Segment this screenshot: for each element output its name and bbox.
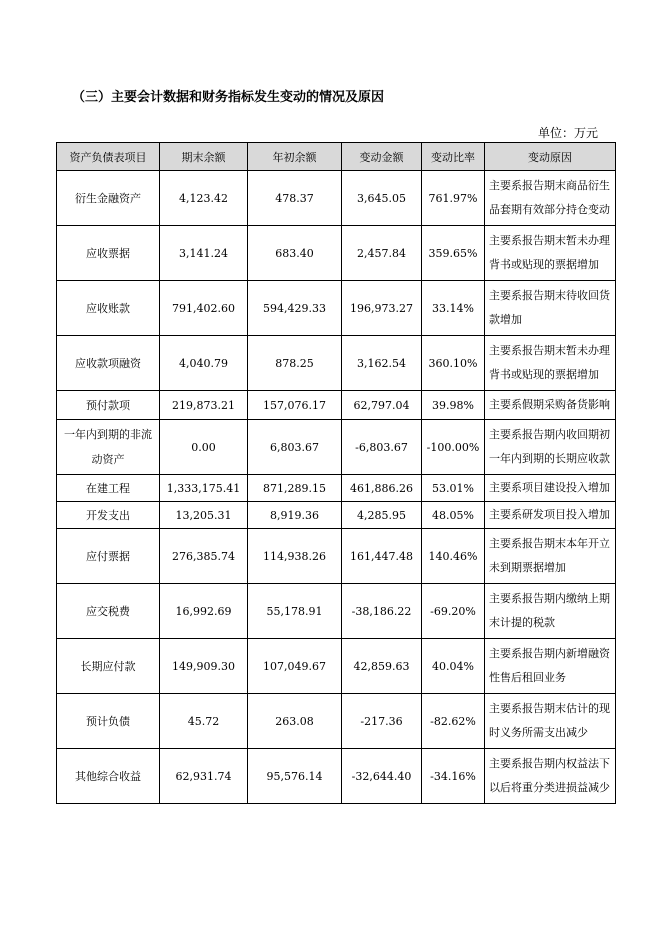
row-change-amount: 3,162.54 [342,336,422,391]
row-change-amount: -217.36 [342,694,422,749]
row-change-amount: -6,803.67 [342,420,422,475]
row-change-reason: 主要系研发项目投入增加 [485,502,616,529]
row-item: 长期应付款 [57,639,160,694]
row-begin-balance: 263.08 [248,694,342,749]
row-change-reason: 主要系报告期内收回期初一年内到期的长期应收款 [485,420,616,475]
row-change-ratio: 33.14% [422,281,485,336]
row-begin-balance: 107,049.67 [248,639,342,694]
row-begin-balance: 114,938.26 [248,529,342,584]
row-begin-balance: 6,803.67 [248,420,342,475]
row-change-ratio: -82.62% [422,694,485,749]
row-change-reason: 主要系报告期末暂未办理背书或贴现的票据增加 [485,226,616,281]
row-change-ratio: 39.98% [422,391,485,420]
table-row [57,529,616,584]
row-item: 应交税费 [57,584,160,639]
row-change-amount: 161,447.48 [342,529,422,584]
row-begin-balance: 478.37 [248,171,342,226]
row-item: 在建工程 [57,475,160,502]
row-change-reason: 主要系报告期内权益法下以后将重分类进损益减少 [485,749,616,804]
row-end-balance: 13,205.31 [160,502,248,529]
row-change-ratio: 40.04% [422,639,485,694]
table-row [57,391,616,420]
table-row [57,281,616,336]
row-change-amount: 196,973.27 [342,281,422,336]
table-row [57,475,616,502]
row-end-balance: 62,931.74 [160,749,248,804]
row-end-balance: 0.00 [160,420,248,475]
row-change-ratio: 360.10% [422,336,485,391]
table-row [57,420,616,475]
row-change-amount: -32,644.40 [342,749,422,804]
table-row [57,336,616,391]
row-begin-balance: 683.40 [248,226,342,281]
row-item: 一年内到期的非流动资产 [57,420,160,475]
section-title: （三）主要会计数据和财务指标发生变动的情况及原因 [72,90,385,105]
header-begin-balance: 年初余额 [248,143,342,171]
table-row [57,584,616,639]
row-change-amount: -38,186.22 [342,584,422,639]
row-item: 应收款项融资 [57,336,160,391]
header-change-ratio: 变动比率 [422,143,485,171]
row-item: 预付款项 [57,391,160,420]
row-change-reason: 主要系报告期内缴纳上期末计提的税款 [485,584,616,639]
row-change-amount: 2,457.84 [342,226,422,281]
row-end-balance: 791,402.60 [160,281,248,336]
row-change-reason: 主要系报告期末待收回货款增加 [485,281,616,336]
header-item: 资产负债表项目 [57,143,160,171]
row-item: 应收票据 [57,226,160,281]
row-end-balance: 219,873.21 [160,391,248,420]
balance-sheet-changes-table [56,142,616,804]
row-change-reason: 主要系项目建设投入增加 [485,475,616,502]
row-change-reason: 主要系假期采购备货影响 [485,391,616,420]
row-change-amount: 62,797.04 [342,391,422,420]
row-change-reason: 主要系报告期末暂未办理背书或贴现的票据增加 [485,336,616,391]
row-end-balance: 4,040.79 [160,336,248,391]
table-row [57,502,616,529]
row-begin-balance: 871,289.15 [248,475,342,502]
row-begin-balance: 8,919.36 [248,502,342,529]
table-header-row [57,143,616,171]
row-item: 预计负债 [57,694,160,749]
row-begin-balance: 55,178.91 [248,584,342,639]
row-change-amount: 461,886.26 [342,475,422,502]
header-change-amount: 变动金额 [342,143,422,171]
row-change-ratio: 53.01% [422,475,485,502]
table-row [57,226,616,281]
row-change-amount: 3,645.05 [342,171,422,226]
row-end-balance: 4,123.42 [160,171,248,226]
row-change-ratio: 140.46% [422,529,485,584]
row-change-ratio: 761.97% [422,171,485,226]
header-change-reason: 变动原因 [485,143,616,171]
table-row [57,171,616,226]
row-item: 衍生金融资产 [57,171,160,226]
row-begin-balance: 95,576.14 [248,749,342,804]
row-change-ratio: 359.65% [422,226,485,281]
unit-label: 单位：万元 [537,126,598,140]
row-change-ratio: 48.05% [422,502,485,529]
row-item: 应收账款 [57,281,160,336]
row-end-balance: 1,333,175.41 [160,475,248,502]
row-item: 应付票据 [57,529,160,584]
row-end-balance: 16,992.69 [160,584,248,639]
row-end-balance: 149,909.30 [160,639,248,694]
row-change-amount: 42,859.63 [342,639,422,694]
row-change-reason: 主要系报告期内新增融资性售后租回业务 [485,639,616,694]
row-change-ratio: -100.00% [422,420,485,475]
table-row [57,639,616,694]
row-item: 开发支出 [57,502,160,529]
row-change-ratio: -69.20% [422,584,485,639]
header-end-balance: 期末余额 [160,143,248,171]
row-change-reason: 主要系报告期末商品衍生品套期有效部分持仓变动 [485,171,616,226]
row-begin-balance: 594,429.33 [248,281,342,336]
row-change-reason: 主要系报告期末本年开立未到期票据增加 [485,529,616,584]
row-change-ratio: -34.16% [422,749,485,804]
row-item: 其他综合收益 [57,749,160,804]
table-row [57,749,616,804]
table-row [57,694,616,749]
row-change-reason: 主要系报告期末估计的现时义务所需支出减少 [485,694,616,749]
row-end-balance: 45.72 [160,694,248,749]
row-begin-balance: 878.25 [248,336,342,391]
row-change-amount: 4,285.95 [342,502,422,529]
row-end-balance: 276,385.74 [160,529,248,584]
row-begin-balance: 157,076.17 [248,391,342,420]
row-end-balance: 3,141.24 [160,226,248,281]
